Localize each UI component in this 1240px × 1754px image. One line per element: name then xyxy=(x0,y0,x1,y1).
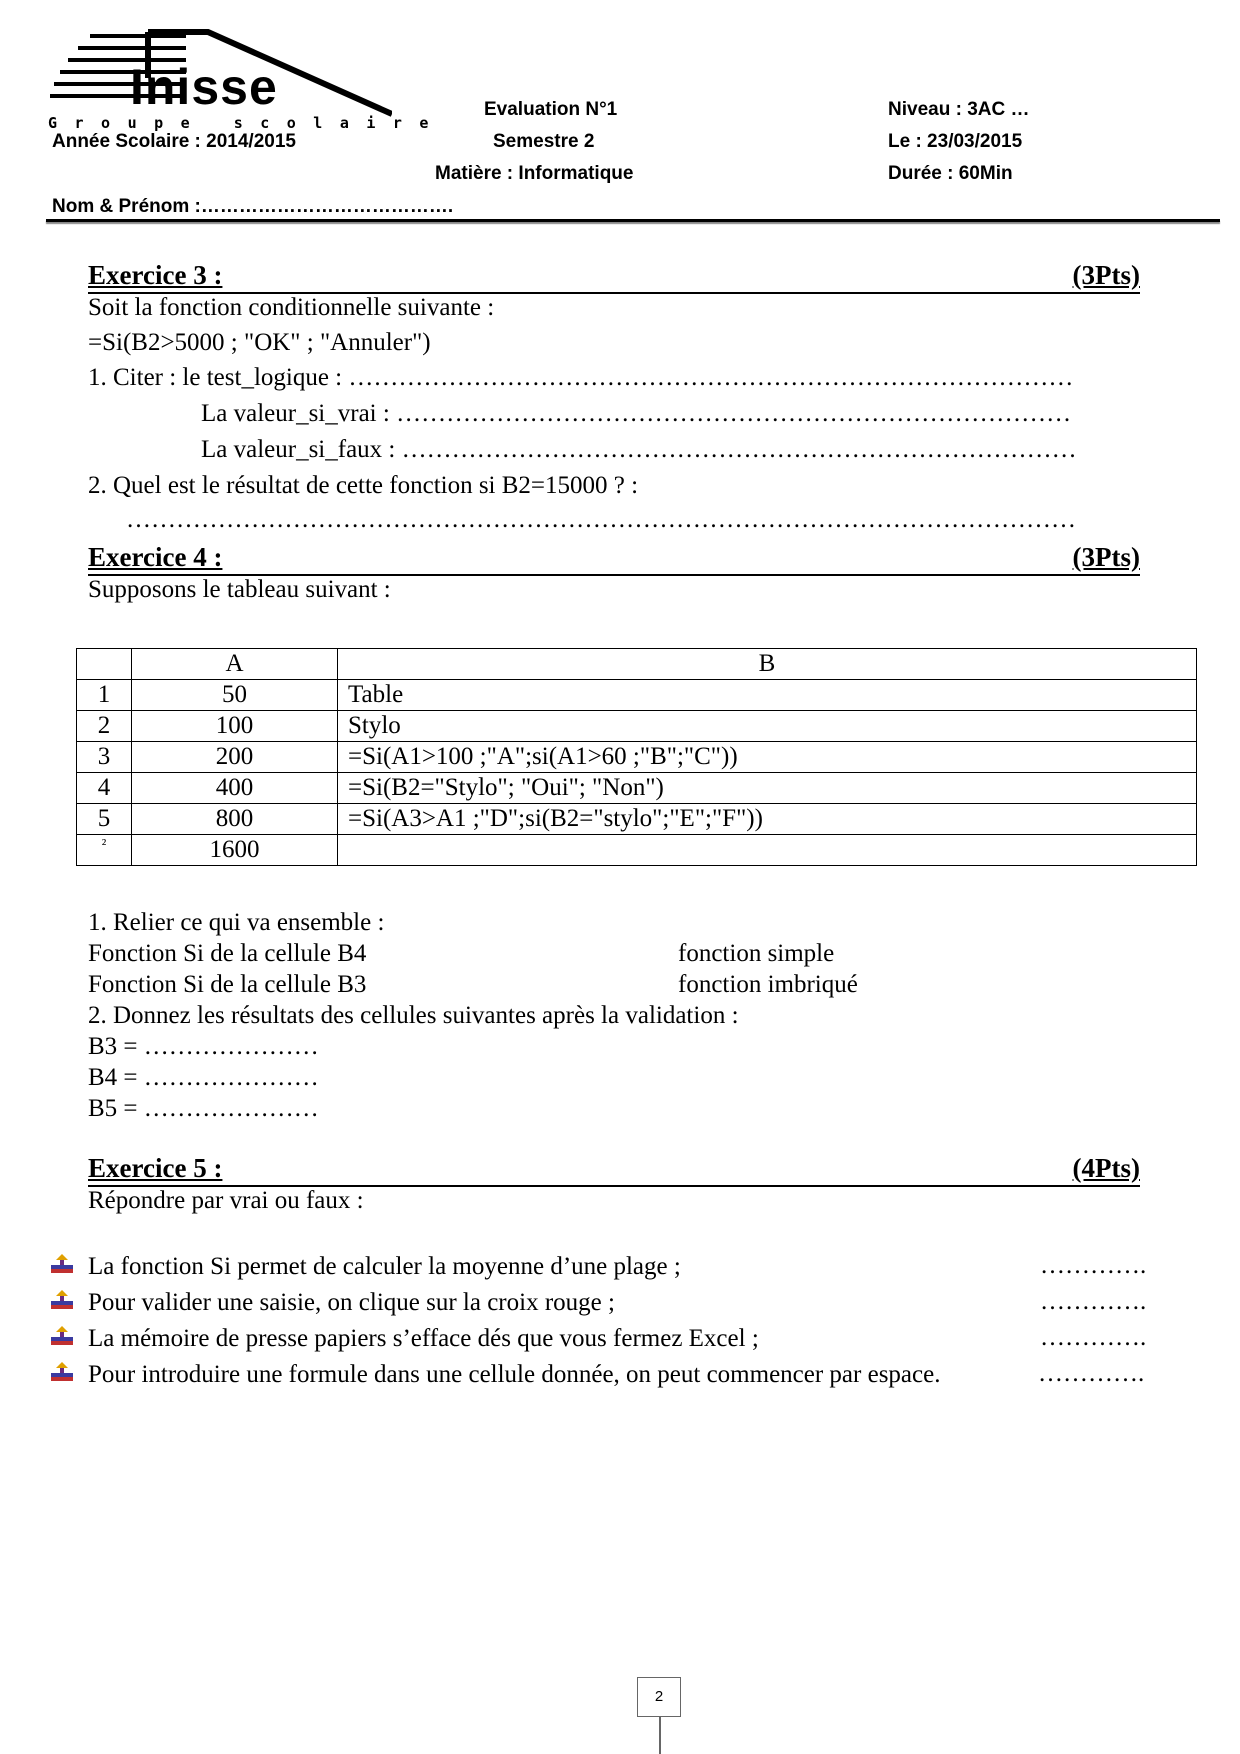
exercise-3-question-1: 1. Citer : le test_logique : …………………………………………………………………………… xyxy=(88,364,1074,391)
cell-a2: 100 xyxy=(132,711,338,742)
exercise-5-intro: Répondre par vrai ou faux : xyxy=(88,1187,364,1214)
page-number-stem xyxy=(659,1717,661,1754)
statement-1-answer[interactable]: …………. xyxy=(1040,1252,1147,1279)
exercise-3-intro: Soit la fonction conditionnelle suivante : xyxy=(88,294,495,321)
exercise-4-question-2: 2. Donnez les résultats des cellules suivantes après la validation : xyxy=(88,1002,739,1029)
table-row xyxy=(77,711,1197,742)
row-number: 4 xyxy=(77,773,132,804)
exercise-3-answer-line[interactable]: …………………………………………………………………………………………………… xyxy=(126,506,1076,533)
statement-4-answer[interactable]: …………. xyxy=(1038,1360,1145,1387)
exercise-3-title: Exercice 3 : xyxy=(88,260,223,290)
table-row xyxy=(77,742,1197,773)
cell-b3: =Si(A1>100 ;"A";si(A1>60 ;"B";"C")) xyxy=(338,742,1197,773)
header-divider xyxy=(46,219,1220,222)
level: Niveau : 3AC … xyxy=(888,99,1030,120)
table-header-row xyxy=(77,649,1197,680)
exercise-3-title-bar xyxy=(88,260,1140,294)
row-number: 2 xyxy=(77,711,132,742)
exercise-4-points: (3Pts) xyxy=(1072,542,1140,572)
exercise-3-points: (3Pts) xyxy=(1072,260,1140,290)
table-row xyxy=(77,680,1197,711)
table-corner-cell xyxy=(77,649,132,680)
arrow-bullet-icon xyxy=(51,1362,73,1384)
arrow-bullet-icon xyxy=(51,1326,73,1348)
exercise-5-points: (4Pts) xyxy=(1072,1153,1140,1183)
school-year: Année Scolaire : 2014/2015 xyxy=(52,131,296,152)
column-header-a: A xyxy=(132,649,338,680)
exercise-5-title-bar xyxy=(88,1153,1140,1187)
page-number-box xyxy=(637,1677,681,1717)
logo-text: Inisse xyxy=(130,59,278,115)
row-number: 1 xyxy=(77,680,132,711)
cell-b1: Table xyxy=(338,680,1197,711)
cell-a5: 800 xyxy=(132,804,338,835)
answer-b3[interactable]: B3 = ………………… xyxy=(88,1033,319,1060)
row-number: 3 xyxy=(77,742,132,773)
cell-a3: 200 xyxy=(132,742,338,773)
answer-b5[interactable]: B5 = ………………… xyxy=(88,1095,319,1122)
page-number: 2 xyxy=(654,1688,664,1705)
exercise-4-question-1: 1. Relier ce qui va ensemble : xyxy=(88,909,385,936)
cell-a1: 50 xyxy=(132,680,338,711)
cell-b5: =Si(A3>A1 ;"D";si(B2="stylo";"E";"F")) xyxy=(338,804,1197,835)
match-left-item-2: Fonction Si de la cellule B3 xyxy=(88,971,367,998)
cell-b4: =Si(B2="Stylo"; "Oui"; "Non") xyxy=(338,773,1197,804)
exercise-4-title-bar xyxy=(88,542,1140,576)
exercise-3-formula: =Si(B2>5000 ; "OK" ; "Annuler") xyxy=(88,329,431,356)
cell-b6 xyxy=(338,835,1197,866)
row-number: ² xyxy=(77,835,132,866)
exam-date: Le : 23/03/2015 xyxy=(888,131,1023,152)
semester: Semestre 2 xyxy=(493,131,595,152)
evaluation-number: Evaluation N°1 xyxy=(484,99,618,120)
spreadsheet-table xyxy=(76,648,1197,866)
exercise-3-question-2: 2. Quel est le résultat de cette fonction si B2=15000 ? : xyxy=(88,472,639,499)
cell-b2: Stylo xyxy=(338,711,1197,742)
match-right-item-1: fonction simple xyxy=(678,940,835,967)
cell-a4: 400 xyxy=(132,773,338,804)
student-name-field[interactable]: Nom & Prénom :…………………………………. xyxy=(52,196,454,217)
statement-3: La mémoire de presse papiers s’efface dés que vous fermez Excel ; xyxy=(88,1325,759,1352)
statement-2-answer[interactable]: …………. xyxy=(1040,1288,1147,1315)
statement-4: Pour introduire une formule dans une cellule donnée, on peut commencer par espace. xyxy=(88,1361,941,1388)
school-logo xyxy=(48,28,446,132)
match-right-item-2: fonction imbriqué xyxy=(678,971,858,998)
column-header-b: B xyxy=(338,649,1197,680)
statement-1: La fonction Si permet de calculer la moyenne d’une plage ; xyxy=(88,1253,681,1280)
table-row xyxy=(77,773,1197,804)
statement-2: Pour valider une saisie, on clique sur la croix rouge ; xyxy=(88,1289,615,1316)
subject: Matière : Informatique xyxy=(435,163,634,184)
exercise-5-title: Exercice 5 : xyxy=(88,1153,223,1183)
cell-a6: 1600 xyxy=(132,835,338,866)
logo-subtext: Groupe scolaire xyxy=(48,114,446,132)
duration: Durée : 60Min xyxy=(888,163,1013,184)
arrow-bullet-icon xyxy=(51,1290,73,1312)
exercise-4-intro: Supposons le tableau suivant : xyxy=(88,576,391,603)
table-row xyxy=(77,835,1197,866)
answer-b4[interactable]: B4 = ………………… xyxy=(88,1064,319,1091)
table-row xyxy=(77,804,1197,835)
row-number: 5 xyxy=(77,804,132,835)
exercise-3-value-false: La valeur_si_faux : ……………………………………………………………………… xyxy=(201,436,1077,463)
match-left-item-1: Fonction Si de la cellule B4 xyxy=(88,940,367,967)
exercise-3-value-true: La valeur_si_vrai : ……………………………………………………………………… xyxy=(201,400,1072,427)
exercise-4-title: Exercice 4 : xyxy=(88,542,223,572)
statement-3-answer[interactable]: …………. xyxy=(1040,1324,1147,1351)
arrow-bullet-icon xyxy=(51,1254,73,1276)
